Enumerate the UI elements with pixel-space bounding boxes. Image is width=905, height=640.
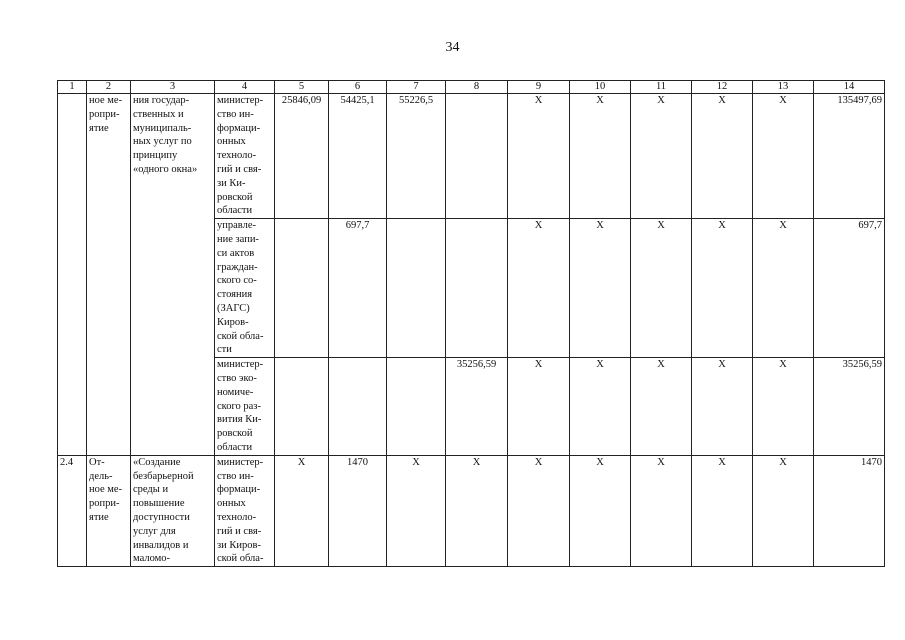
value-cell: X [692,94,753,219]
header-cell: 4 [215,81,275,94]
value-cell: X [631,219,692,358]
value-cell: X [753,358,814,456]
header-row [58,81,885,94]
value-cell: X [508,94,570,219]
value-cell [275,358,329,456]
value-cell: 25846,09 [275,94,329,219]
header-cell: 3 [131,81,215,94]
header-cell: 14 [814,81,885,94]
executor-cell: управле- ние запи- си актов граждан- ского со- стояния (ЗАГС) Киров- ской обла- сти [215,219,275,358]
total-cell: 135497,69 [814,94,885,219]
budget-table [57,80,885,567]
total-cell: 1470 [814,455,885,566]
value-cell: X [446,455,508,566]
value-cell [329,358,387,456]
value-cell: X [508,219,570,358]
value-cell: 1470 [329,455,387,566]
header-cell: 8 [446,81,508,94]
table-row [58,455,885,566]
value-cell [387,358,446,456]
executor-cell: министер- ство ин- формаци- онных техноло- гий и свя- зи Киров- ской обла- [215,455,275,566]
header-cell: 6 [329,81,387,94]
header-cell: 11 [631,81,692,94]
value-cell: X [753,455,814,566]
total-cell: 35256,59 [814,358,885,456]
header-cell: 1 [58,81,87,94]
value-cell: X [570,94,631,219]
event-type-cell: ное ме- ропри- ятие [87,94,131,456]
table-row [58,94,885,219]
value-cell: X [631,455,692,566]
header-cell: 10 [570,81,631,94]
event-name-cell: ния государ- ственных и муниципаль- ных услуг по принципу «одного окна» [131,94,215,456]
value-cell: X [692,358,753,456]
page-number: 34 [445,40,460,55]
header-cell: 13 [753,81,814,94]
value-cell: X [753,94,814,219]
value-cell: X [570,358,631,456]
value-cell: X [508,455,570,566]
header-cell: 7 [387,81,446,94]
event-type-cell: От- дель- ное ме- ропри- ятие [87,455,131,566]
value-cell [446,219,508,358]
total-cell: 697,7 [814,219,885,358]
executor-cell: министер- ство ин- формаци- онных техноло- гий и свя- зи Ки- ровской области [215,94,275,219]
header-cell: 5 [275,81,329,94]
row-number-cell: 2.4 [58,455,87,566]
header-cell: 12 [692,81,753,94]
value-cell: X [570,455,631,566]
value-cell: 697,7 [329,219,387,358]
value-cell [446,94,508,219]
value-cell: X [753,219,814,358]
value-cell: X [275,455,329,566]
value-cell: X [631,358,692,456]
value-cell: 55226,5 [387,94,446,219]
value-cell: 35256,59 [446,358,508,456]
value-cell: 54425,1 [329,94,387,219]
executor-cell: министер- ство эко- номиче- ского раз- вития Ки- ровской области [215,358,275,456]
value-cell: X [692,455,753,566]
value-cell [387,219,446,358]
value-cell: X [631,94,692,219]
row-number-cell [58,94,87,456]
value-cell: X [570,219,631,358]
header-cell: 2 [87,81,131,94]
value-cell: X [692,219,753,358]
header-cell: 9 [508,81,570,94]
value-cell: X [387,455,446,566]
value-cell: X [508,358,570,456]
value-cell [275,219,329,358]
event-name-cell: «Создание безбарьерной среды и повышение доступности услуг для инвалидов и маломо- [131,455,215,566]
